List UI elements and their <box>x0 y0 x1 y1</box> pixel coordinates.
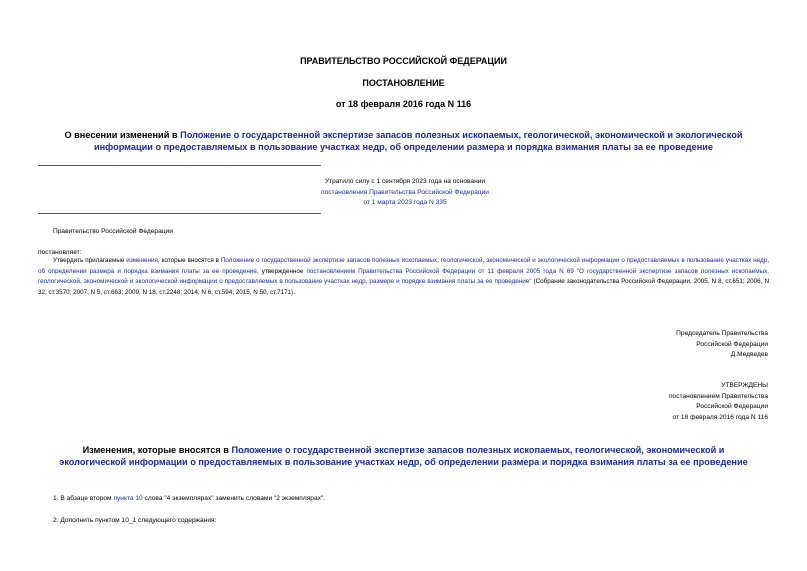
document-title <box>0 129 807 153</box>
item1-link[interactable]: пункта 10 <box>113 495 143 502</box>
signature-line-2: Российской Федерации <box>696 340 768 348</box>
approved-line-3: Российской Федерации <box>696 403 768 411</box>
status-link-date[interactable]: от 1 марта 2023 года N 335 <box>363 199 447 207</box>
p1-text-a: Утвердить прилагаемые <box>53 257 127 264</box>
approved-line-2: постановлением Правительства <box>668 392 768 400</box>
status-line: Утратило силу с 1 сентября 2023 года на основании <box>324 178 486 185</box>
divider-bottom <box>38 213 321 214</box>
item1-text-b: слова "4 экземплярах" заменить словами "2 экземплярах". <box>142 495 326 502</box>
decrees-line: постановляет: <box>38 249 82 256</box>
signature-name: Д.Медведев <box>730 351 768 359</box>
change-item-2: 2. Дополнить пунктом 10_1 следующего содержания: <box>53 517 217 524</box>
title-link[interactable]: Положение о государственной экспертизе запасов полезных ископаемых, геологической, экономической и экологической информации о предоставляемых в пользование участках недр, об определении размера и порядка взимания платы за ее проведение <box>93 130 743 152</box>
changes-prefix: Изменения, которые вносятся в <box>82 445 232 455</box>
p1-text-c: , утвержденное <box>256 267 307 275</box>
signature-line-1: Председатель Правительства <box>676 330 768 337</box>
status-link-decree[interactable]: постановления Правительства Российской Федерации <box>321 188 489 196</box>
document-date: от 18 февраля 2016 года N 116 <box>335 99 472 109</box>
government-heading: ПРАВИТЕЛЬСТВО РОССИЙСКОЙ ФЕДЕРАЦИИ <box>300 56 507 66</box>
title-prefix: О внесении изменений в <box>64 130 181 140</box>
document-type: ПОСТАНОВЛЕНИЕ <box>362 78 445 88</box>
signature-block <box>400 329 768 361</box>
change-item-1 <box>53 494 325 505</box>
approved-block <box>400 381 768 423</box>
divider-top <box>38 165 321 166</box>
decree-69-link[interactable]: постановлением Правительства Российской Федерации от 11 февраля 2005 года N 69 "О государственной экспертизе запасов полезных ископаемых, геологической, экономической и экологической информации о предоставляемых в пользование участках недр, размере и порядке взимания платы за ее проведение" <box>38 267 769 286</box>
government-line: Правительство Российской Федерации <box>53 228 173 235</box>
p1-text-d: (Собрание законодательства Российской Федерации, 2005, N 8, ст.651; 2006, N 32, ст.3570; 2007, N 5, ст.663; 2009, N 18, ст.2248; 2014, N 6, ст.594; 2015, N 50, ст.7171). <box>38 278 769 296</box>
p1-text-b: , которые вносятся в <box>157 257 221 264</box>
approved-line-4: от 18 февраля 2016 года N 116 <box>672 413 768 421</box>
changes-title <box>0 444 807 468</box>
item1-text-a: 1. В абзаце втором <box>53 495 114 502</box>
changes-title-link[interactable]: Положение о государственной экспертизе запасов полезных ископаемых, геологической, экономической и экологической информации о предоставляемых в пользование участках недр, об определении размера и порядка взимания платы за ее проведение <box>59 445 748 467</box>
approved-line-1: УТВЕРЖДЕНЫ <box>721 382 768 389</box>
decree-paragraph <box>38 256 769 298</box>
regulation-link[interactable]: Положение о государственной экспертизе запасов полезных ископаемых, геологической, экономической и экологической информации о предоставляемых в пользование участках недр, об определении размера и порядка взимания платы за ее проведение <box>38 257 769 275</box>
changes-link[interactable]: изменения <box>126 257 158 264</box>
status-note <box>290 177 520 209</box>
